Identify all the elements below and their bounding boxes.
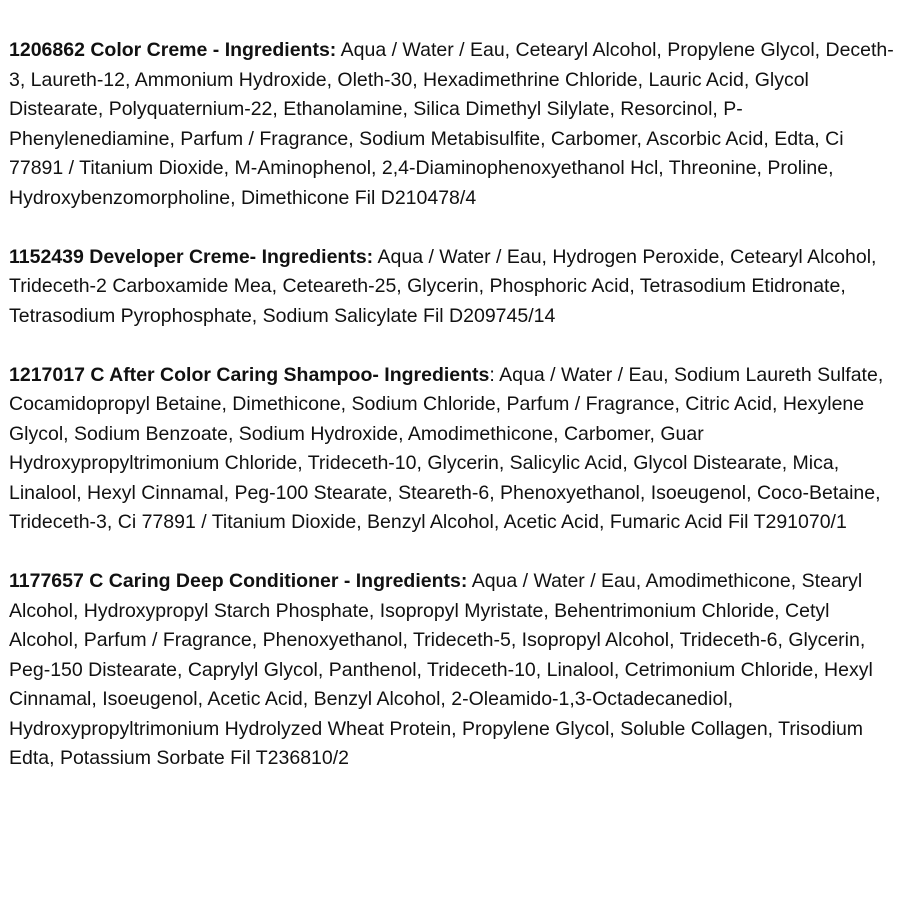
section-heading: 1152439 Developer Creme- Ingredients:: [9, 245, 374, 268]
ingredient-section-developer-creme: [9, 243, 895, 332]
ingredients-document: [9, 36, 895, 774]
ingredient-section-color-creme: [9, 36, 895, 213]
section-heading-colon: :: [489, 363, 495, 386]
section-heading: 1177657 C Caring Deep Conditioner - Ingredients:: [9, 570, 468, 592]
section-heading: 1206862 Color Creme - Ingredients:: [9, 39, 337, 61]
ingredient-section-caring-shampoo: [9, 361, 895, 538]
section-heading: 1217017 C After Color Caring Shampoo- Ingredients: [9, 363, 490, 386]
section-ingredients: Aqua / Water / Eau, Cetearyl Alcohol, Propylene Glycol, Deceth-3, Laureth-12, Ammonium Hydroxide, Oleth-30, Hexadimethrine Chloride, Lauric Acid, Glycol Distearate, Polyquaternium-22, Ethanolamine, Silica Dimethyl Silylate, Resorcinol, P-Phenylenediamine, Parfum / Fragrance, Sodium Metabisulfite, Carbomer, Ascorbic Acid, Edta, Ci 77891 / Titanium Dioxide, M-Aminophenol, 2,4-Diaminophenoxyethanol Hcl, Threonine, Proline, Hydroxybenzomorpholine, Dimethicone Fil D210478/4: [9, 39, 894, 209]
section-ingredients: Aqua / Water / Eau, Amodimethicone, Stearyl Alcohol, Hydroxypropyl Starch Phosphate, Isopropyl Myristate, Behentrimonium Chloride, Cetyl Alcohol, Parfum / Fragrance, Phenoxyethanol, Trideceth-5, Isopropyl Alcohol, Trideceth-6, Glycerin, Peg-150 Distearate, Caprylyl Glycol, Panthenol, Trideceth-10, Linalool, Cetrimonium Chloride, Hexyl Cinnamal, Isoeugenol, Acetic Acid, Benzyl Alcohol, 2-Oleamido-1,3-Octadecanediol, Hydroxypropyltrimonium Hydrolyzed Wheat Protein, Propylene Glycol, Soluble Collagen, Trisodium Edta, Potassium Sorbate Fil T236810/2: [9, 570, 873, 769]
ingredient-section-deep-conditioner: [9, 567, 895, 774]
section-ingredients: Aqua / Water / Eau, Hydrogen Peroxide, Cetearyl Alcohol, Trideceth-2 Carboxamide Mea, Ceteareth-25, Glycerin, Phosphoric Acid, Tetrasodium Etidronate, Tetrasodium Pyrophosphate, Sodium Salicylate Fil D209745/14: [9, 245, 877, 327]
section-ingredients: Aqua / Water / Eau, Sodium Laureth Sulfate, Cocamidopropyl Betaine, Dimethicone, Sodium Chloride, Parfum / Fragrance, Citric Acid, Hexylene Glycol, Sodium Benzoate, Sodium Hydroxide, Amodimethicone, Carbomer, Guar Hydroxypropyltrimonium Chloride, Trideceth-10, Glycerin, Salicylic Acid, Glycol Distearate, Mica, Linalool, Hexyl Cinnamal, Peg-100 Stearate, Steareth-6, Phenoxyethanol, Isoeugenol, Coco-Betaine, Trideceth-3, Ci 77891 / Titanium Dioxide, Benzyl Alcohol, Acetic Acid, Fumaric Acid Fil T291070/1: [9, 363, 884, 533]
